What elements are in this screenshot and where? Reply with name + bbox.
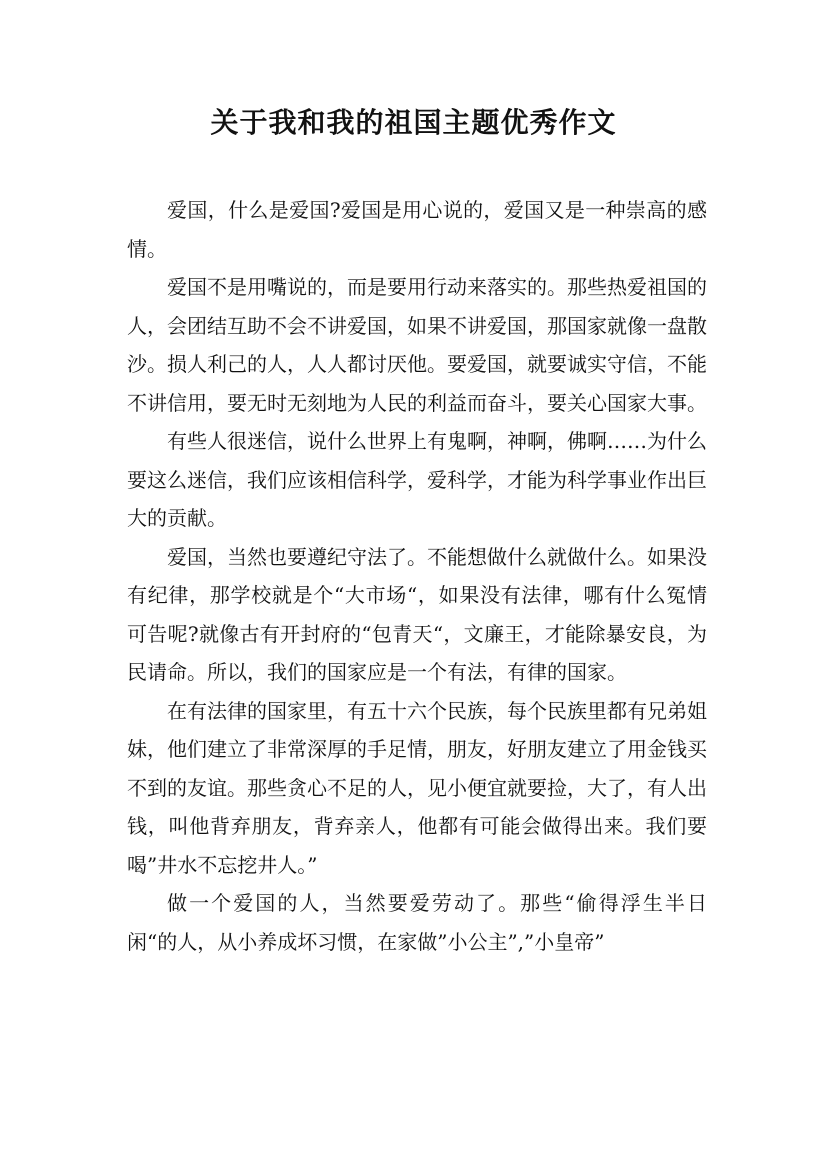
paragraph: 在有法律的国家里，有五十六个民族，每个民族里都有兄弟姐妹，他们建立了非常深厚的手足情，朋友，好朋友建立了用金钱买不到的友谊。那些贪心不足的人，见小便宜就要捡，大了，有人出钱，叫他背弃朋友，背弃亲人，他都有可能会做得出来。我们要喝”井水不忘挖井人。” <box>127 698 707 877</box>
document-body <box>127 191 707 961</box>
paragraph: 爱国，什么是爱国?爱国是用心说的，爱国又是一种崇高的感情。 <box>127 198 707 261</box>
document-title: 关于我和我的祖国主题优秀作文 <box>210 106 617 139</box>
paragraph: 爱国，当然也要遵纪守法了。不能想做什么就做什么。如果没有纪律，那学校就是个“大市场“，如果没有法律，哪有什么冤情可告呢?就像古有开封府的“包青天“，文廉王，才能除暴安良，为民请命。所以，我们的国家应是一个有法，有律的国家。 <box>127 544 707 684</box>
paragraph: 做一个爱国的人，当然要爱劳动了。那些“偷得浮生半日闲“的人，从小养成坏习惯，在家做”小公主”,”小皇帝” <box>127 891 707 954</box>
paragraph: 爱国不是用嘴说的，而是要用行动来落实的。那些热爱祖国的人，会团结互助不会不讲爱国，如果不讲爱国，那国家就像一盘散沙。损人利己的人，人人都讨厌他。要爱国，就要诚实守信，不能不讲信用，要无时无刻地为人民的利益而奋斗，要关心国家大事。 <box>127 275 707 415</box>
paragraph: 有些人很迷信，说什么世界上有鬼啊，神啊，佛啊……为什么要这么迷信，我们应该相信科学，爱科学，才能为科学事业作出巨大的贡献。 <box>127 429 707 530</box>
